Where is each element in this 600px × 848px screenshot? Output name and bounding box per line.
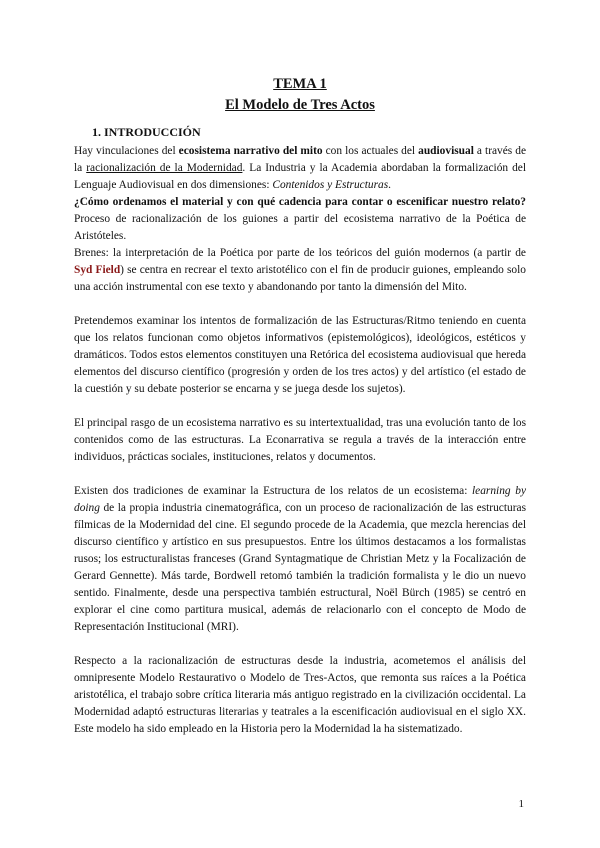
document-title: TEMA 1 bbox=[273, 76, 327, 92]
paragraph-6 bbox=[74, 483, 526, 636]
text-run: Brenes: la interpretación de la Poética por parte de los teóricos del guión modernos (a partir de bbox=[74, 247, 526, 259]
highlighted-name: Syd Field bbox=[74, 264, 121, 276]
bold-text: audiovisual bbox=[418, 145, 474, 157]
document-subtitle: El Modelo de Tres Actos bbox=[225, 97, 375, 113]
text-run: de la propia industria cinematográfica, con un proceso de racionalización de las estructuras fílmicas de la Modernidad del cine. El segundo procede de la Academia, que mezcla herencias del discurso científico y artístico en sus presupuestos. Entre los últimos destacamos a los formalistas rusos; los estructuralistas franceses (Grand Syntagmatique de Christian Metz y la Focalización de Gerard Gennette). Más tarde, Bordwell retomó también la tradición formalista y le dio un nuevo sentido. Finalmente, desde una perspectiva también estructural, Noël Bürch (1985) se centró en explorar el cine como partitura musical, además de relacionarlo con el concepto de Modo de Representación Institucional (MRI). bbox=[74, 502, 526, 633]
paragraph-4: Pretendemos examinar los intentos de formalización de las Estructuras/Ritmo teniendo en cuenta que los relatos funcionan como objetos informativos (epistemológicos), ideológicos, estéticos y dramáticos. Todos estos elementos constituyen una Retórica del ecosistema audiovisual que hereda elementos del discurso científico (progresión y orden de los tres actos) y del artístico (el estado de la cuestión y su debate posterior se encarna y se juega desde los sujetos). bbox=[74, 315, 526, 395]
bold-text: ecosistema narrativo del mito bbox=[178, 145, 323, 157]
text-run: . La Industria y la Academia abordaban la formalización del Lenguaje Audiovisual en dos dimensiones: bbox=[74, 162, 526, 191]
body-content bbox=[74, 124, 526, 738]
italic-text: Contenidos y Estructuras bbox=[272, 179, 389, 191]
paragraph-1 bbox=[74, 143, 526, 194]
paragraph-5: El principal rasgo de un ecosistema narrativo es su intertextualidad, tras una evolución tanto de los contenidos como de las estructuras. La Econarrativa se regula a través de la interacción entre individuos, prácticas sociales, instituciones, relatos y documentos. bbox=[74, 417, 526, 463]
paragraph-2 bbox=[74, 194, 526, 245]
text-run: a través de la bbox=[74, 145, 527, 174]
paragraph-7: Respecto a la racionalización de estructuras desde la industria, acometemos el análisis del omnipresente Modelo Restaurativo o Modelo de Tres-Actos, que remonta sus raíces a la Poética aristotélica, el trabajo sobre crítica literaria más antiguo registrado en la civilización occidental. La Modernidad adaptó estructuras literarias y teatrales a la escenificación audiovisual en el siglo XX. Este modelo ha sido empleado en la Historia pero la Modernidad la ha sistematizado. bbox=[74, 655, 526, 735]
text-run: Hay vinculaciones del bbox=[74, 145, 179, 157]
italic-text: learning by doing bbox=[74, 485, 526, 514]
section-heading: 1. INTRODUCCIÓN bbox=[92, 125, 201, 139]
text-run: Existen dos tradiciones de examinar la Estructura de los relatos de un ecosistema: bbox=[74, 485, 473, 497]
page-number: 1 bbox=[518, 798, 524, 810]
paragraph-3 bbox=[74, 245, 526, 296]
bold-question: ¿Cómo ordenamos el material y con qué cadencia para contar o escenificar nuestro relato? bbox=[74, 196, 526, 208]
text-run: ) se centra en recrear el texto aristotélico con el fin de producir guiones, empleando solo una acción instrumental con ese texto y abandonando por tanto la dimensión del Mito. bbox=[74, 264, 526, 293]
title-block bbox=[0, 74, 600, 116]
underlined-text: racionalización de la Modernidad bbox=[86, 162, 243, 174]
text-run: . bbox=[388, 179, 392, 191]
text-run: con los actuales del bbox=[322, 145, 419, 157]
text-run: Proceso de racionalización de los guiones a partir del ecosistema narrativo de la Poética de Aristóteles. bbox=[74, 213, 526, 242]
